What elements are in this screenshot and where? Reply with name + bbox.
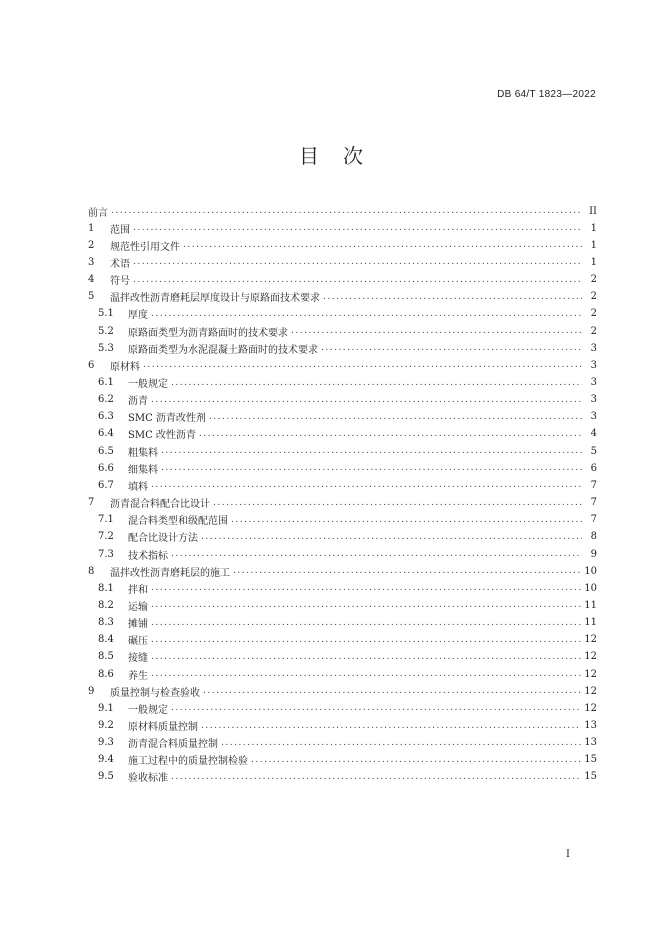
toc-entry-page: 12: [584, 702, 597, 714]
toc-entry-label: 混合料类型和级配范围: [128, 516, 228, 528]
dot-leader: [209, 412, 582, 422]
toc-entry-page: 11: [584, 617, 597, 629]
toc-entry[interactable]: [98, 392, 597, 408]
dot-leader: [151, 669, 581, 679]
toc-entry[interactable]: [98, 306, 597, 322]
toc-entry-label: SMC 改性沥青: [128, 430, 196, 442]
dot-leader: [161, 463, 582, 473]
toc-entry-number: 4: [88, 274, 95, 286]
toc-entry-page: 3: [590, 342, 597, 354]
toc-entry-page: 15: [584, 754, 597, 766]
toc-entry-number: 8.6: [98, 668, 114, 680]
dot-leader: [199, 429, 582, 439]
toc-entry[interactable]: [98, 580, 597, 596]
toc-entry-page: 3: [590, 377, 597, 388]
toc-entry-page: 2: [590, 325, 597, 337]
toc-entry[interactable]: [88, 272, 597, 288]
toc-entry[interactable]: [98, 769, 597, 785]
toc-entry-page: 12: [584, 651, 597, 663]
toc-entry-label: 细集料: [128, 464, 158, 476]
toc-entry[interactable]: [98, 409, 597, 425]
toc-entry-number: 2: [88, 239, 95, 251]
toc-entry[interactable]: [88, 495, 597, 511]
toc-entry-page: 3: [590, 359, 597, 371]
toc-entry-page: 10: [584, 582, 597, 594]
toc-entry[interactable]: [98, 718, 597, 734]
toc-entry-number: 9.1: [98, 702, 114, 714]
toc-entry[interactable]: [98, 340, 597, 356]
toc-entry[interactable]: [98, 546, 597, 562]
toc-entry[interactable]: [98, 666, 597, 682]
dot-leader: [171, 549, 582, 559]
toc-entry-label: 质量控制与检查验收: [110, 687, 200, 699]
dot-leader: [133, 223, 582, 233]
dot-leader: [171, 378, 582, 388]
dot-leader: [151, 480, 582, 490]
toc-entry-label: 厚度: [128, 310, 148, 322]
toc-entry-number: 9.2: [98, 720, 114, 731]
toc-entry-number: 7.3: [98, 548, 114, 560]
toc-entry[interactable]: [98, 375, 597, 391]
toc-entry-number: 6.3: [98, 411, 114, 423]
toc-entry-page: 9: [590, 548, 597, 560]
toc-entry-label: 施工过程中的质量控制检验: [128, 756, 248, 768]
toc-entry-label: 摊铺: [128, 619, 148, 631]
dot-leader: [213, 498, 582, 508]
toc-entry-label: 验收标准: [128, 773, 168, 785]
toc-entry-page: 1: [590, 239, 597, 251]
toc-entry-label: 温拌改性沥青磨耗层厚度设计与原路面技术要求: [110, 293, 320, 305]
toc-entry[interactable]: [98, 735, 597, 751]
dot-leader: [323, 292, 582, 302]
toc-entry-page: 13: [584, 737, 597, 749]
toc-entry[interactable]: [98, 649, 597, 665]
dot-leader: [203, 686, 581, 696]
toc-entry-page: 11: [584, 599, 597, 611]
toc-entry-label: 填料: [128, 481, 148, 493]
dot-leader: [231, 515, 582, 525]
toc-entry-number: 9: [88, 685, 95, 697]
toc-entry[interactable]: [88, 203, 597, 219]
toc-entry-page: 10: [584, 565, 597, 577]
toc-entry-number: 6: [88, 359, 95, 371]
toc-entry-number: 1: [88, 222, 95, 234]
toc-entry-page: 13: [584, 720, 597, 731]
dot-leader: [201, 721, 581, 731]
toc-entry-label: 技术指标: [128, 550, 168, 562]
dot-leader: [291, 326, 582, 336]
toc-entry-label: 碾压: [128, 636, 148, 648]
toc-entry[interactable]: [98, 529, 597, 545]
toc-entry-label: 养生: [128, 670, 148, 682]
toc-entry-number: 6.6: [98, 462, 114, 474]
standard-code: DB 64/T 1823—2022: [497, 89, 596, 100]
toc-entry-page: 7: [590, 514, 597, 526]
toc-entry-number: 7.1: [98, 514, 114, 526]
toc-entry-label: 温拌改性沥青磨耗层的施工: [110, 567, 230, 579]
toc-entry-number: 6.5: [98, 445, 114, 457]
toc-entry-label: 规范性引用文件: [110, 241, 180, 253]
toc-entry-label: 术语: [110, 258, 130, 270]
toc-entry-number: 8.2: [98, 599, 114, 611]
dot-leader: [151, 309, 582, 319]
toc-entry-label: 原路面类型为沥青路面时的技术要求: [128, 327, 288, 339]
toc-entry-label: 运输: [128, 601, 148, 613]
toc-entry[interactable]: [98, 597, 597, 613]
toc-entry[interactable]: [98, 512, 597, 528]
dot-leader: [151, 635, 581, 645]
toc-entry[interactable]: [88, 237, 597, 253]
toc-entry-page: 4: [590, 428, 597, 440]
toc-entry-number: 9.5: [98, 771, 114, 783]
toc-entry-page: 6: [590, 462, 597, 474]
toc-entry-page: 2: [590, 308, 597, 320]
toc-entry[interactable]: [98, 443, 597, 459]
toc-entry-number: 8.1: [98, 582, 114, 594]
dot-leader: [151, 618, 581, 628]
toc-entry-number: 9.4: [98, 754, 114, 766]
toc-entry-label: 原材料质量控制: [128, 722, 198, 733]
toc-entry-page: 12: [584, 668, 597, 680]
dot-leader: [321, 343, 582, 353]
toc-entry-label: 一般规定: [128, 379, 168, 390]
toc-entry-page: 2: [590, 274, 597, 286]
dot-leader: [251, 755, 581, 765]
toc-entry-number: 5.1: [98, 308, 114, 320]
toc-entry[interactable]: [88, 683, 597, 699]
toc-entry-number: 9.3: [98, 737, 114, 749]
toc-entry[interactable]: [98, 632, 597, 648]
dot-leader: [133, 257, 582, 267]
toc-entry-number: 3: [88, 256, 95, 268]
toc-entry-label: 原材料: [110, 361, 140, 373]
toc-entry[interactable]: [98, 460, 597, 476]
toc-entry-page: 3: [590, 394, 597, 406]
toc-entry[interactable]: [88, 357, 597, 373]
toc-entry-label: 原路面类型为水泥混凝土路面时的技术要求: [128, 344, 318, 356]
toc-entry[interactable]: [98, 700, 597, 716]
dot-leader: [183, 240, 582, 250]
toc-entry-number: 8.3: [98, 617, 114, 629]
toc-entry-label: 符号: [110, 276, 130, 288]
dot-leader: [221, 738, 581, 748]
toc-entry-label: 前言: [88, 207, 108, 219]
toc-entry-page: 3: [590, 411, 597, 423]
toc-entry-number: 6.4: [98, 428, 114, 440]
toc-entry[interactable]: [98, 615, 597, 631]
toc-entry-page: 2: [590, 291, 597, 303]
toc-entry-page: 1: [590, 222, 597, 234]
dot-leader: [171, 772, 581, 782]
dot-leader: [151, 583, 581, 593]
toc-entry-number: 7: [88, 497, 95, 509]
dot-leader: [133, 275, 582, 285]
dot-leader: [151, 395, 582, 405]
toc-entry-number: 6.2: [98, 394, 114, 406]
page-title: 目次: [299, 144, 387, 168]
toc-entry-number: 5: [88, 291, 95, 303]
toc-entry-label: SMC 沥青改性剂: [128, 413, 206, 425]
toc-entry-label: 拌和: [128, 584, 148, 596]
toc-entry-number: 6.1: [98, 377, 114, 388]
toc-entry-label: 范围: [110, 224, 130, 236]
toc-entry[interactable]: [98, 477, 597, 493]
toc-entry-page: 7: [590, 497, 597, 509]
toc-entry-label: 沥青混合料配合比设计: [110, 499, 210, 511]
toc-entry-label: 沥青: [128, 396, 148, 408]
toc-entry-page: 12: [584, 634, 597, 646]
dot-leader: [171, 703, 581, 713]
dot-leader: [151, 652, 581, 662]
dot-leader: [201, 532, 582, 542]
toc-entry[interactable]: [98, 426, 597, 442]
toc-entry-number: 5.2: [98, 325, 114, 337]
toc-entry[interactable]: [88, 563, 597, 579]
toc-entry-page: 12: [584, 685, 597, 697]
toc-entry-number: 8: [88, 565, 95, 577]
dot-leader: [151, 600, 581, 610]
toc-entry-page: 1: [590, 256, 597, 268]
toc-entry[interactable]: [98, 752, 597, 768]
toc-entry-number: 5.3: [98, 342, 114, 354]
dot-leader: [233, 566, 581, 576]
dot-leader: [143, 360, 582, 370]
toc-entry-number: 7.2: [98, 531, 114, 543]
toc-entry-number: 8.4: [98, 634, 114, 646]
toc-entry[interactable]: [88, 289, 597, 305]
toc-entry[interactable]: [88, 254, 597, 270]
toc-entry-page: II: [589, 205, 597, 217]
toc-entry[interactable]: [98, 323, 597, 339]
dot-leader: [161, 446, 582, 456]
toc-entry-label: 配合比设计方法: [128, 533, 198, 545]
toc-entry-label: 一般规定: [128, 704, 168, 716]
toc-entry-number: 8.5: [98, 651, 114, 663]
toc-entry-label: 粗集料: [128, 447, 158, 459]
toc-entry-number: 6.7: [98, 479, 114, 491]
toc-entry[interactable]: [88, 220, 597, 236]
toc-entry-label: 沥青混合料质量控制: [128, 739, 218, 751]
toc-entry-label: 接缝: [128, 653, 148, 665]
page-number: I: [566, 849, 570, 860]
toc-entry-page: 8: [590, 531, 597, 543]
dot-leader: [111, 206, 582, 216]
toc-entry-page: 7: [590, 479, 597, 491]
toc-entry-page: 5: [590, 445, 597, 457]
toc-entry-page: 15: [584, 771, 597, 783]
